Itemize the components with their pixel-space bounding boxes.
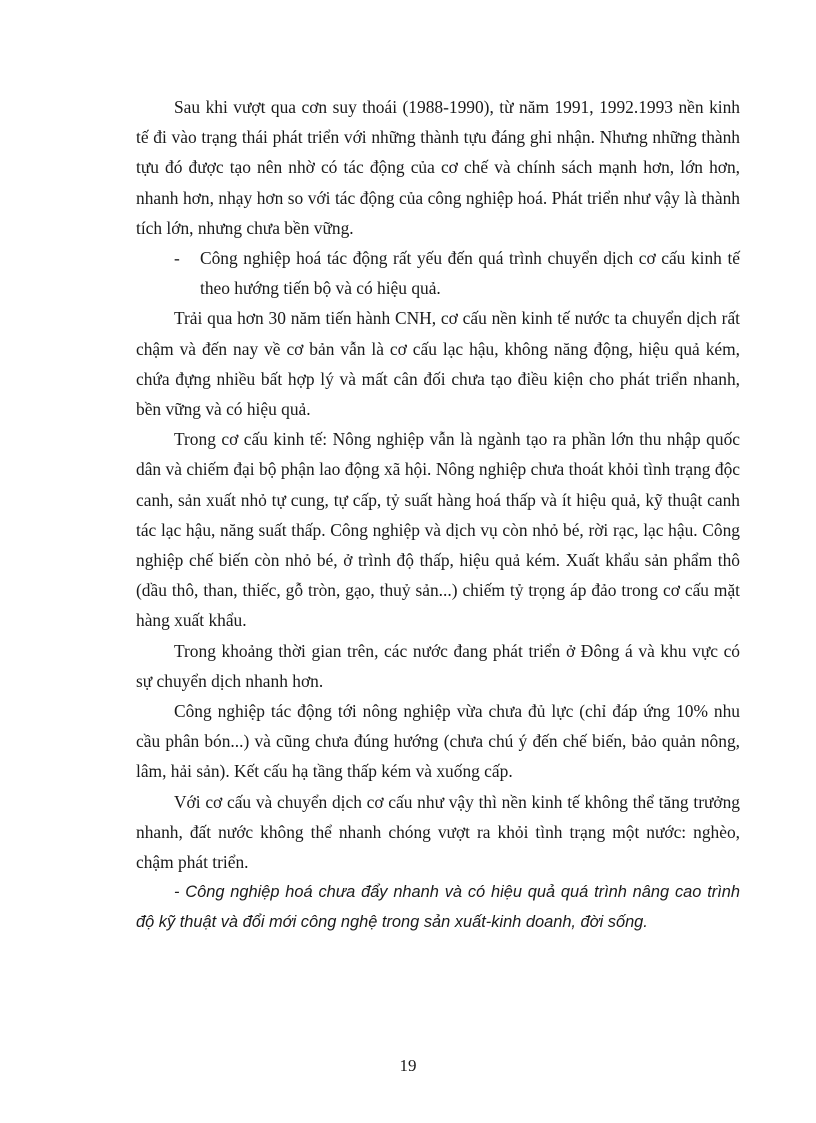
paragraph-east-asia: Trong khoảng thời gian trên, các nước đang phát triển ở Đông á và khu vực có sự chuyển dịch nhanh hơn. <box>136 640 740 691</box>
paragraph-conclusion: Với cơ cấu và chuyển dịch cơ cấu như vậy thì nền kinh tế không thể tăng trưởng nhanh, đất nước không thể nhanh chóng vượt ra khỏi tình trạng một nước: nghèo, chậm phát triển. <box>136 791 740 873</box>
italic-bullet-text: - Công nghiệp hoá chưa đẩy nhanh và có hiệu quả quá trình nâng cao trình độ kỹ thuật và đổi mới công nghệ trong sản xuất-kinh doanh, đời sống. <box>136 883 740 932</box>
document-body <box>136 92 740 938</box>
paragraph-recovery: Sau khi vượt qua cơn suy thoái (1988-1990), từ năm 1991, 1992.1993 nền kinh tế đi vào trạng thái phát triển với những thành tựu đáng ghi nhận. Nhưng những thành tựu đó được tạo nên nhờ có tác động của cơ chế và chính sách mạnh hơn, lớn hơn, nhanh hơn, nhạy hơn so với tác động của công nghiệp hoá. Phát triển như vậy là thành tích lớn, nhưng chưa bền vững. <box>136 97 740 238</box>
bullet-marker: - <box>174 248 180 269</box>
paragraph-industry-agriculture: Công nghiệp tác động tới nông nghiệp vừa chưa đủ lực (chỉ đáp ứng 10% nhu cầu phân bón...) và cũng chưa đúng hướng (chưa chú ý đến chế biến, bảo quản nông, lâm, hải sản). Kết cấu hạ tầng thấp kém và xuống cấp. <box>136 701 740 782</box>
bullet-item <box>174 243 740 303</box>
paragraph-structure: Trải qua hơn 30 năm tiến hành CNH, cơ cấu nền kinh tế nước ta chuyển dịch rất chậm và đến nay về cơ bản vẫn là cơ cấu lạc hậu, không năng động, hiệu quả kém, chứa đựng nhiều bất hợp lý và mất cân đối chưa tạo điều kiện cho phát triển nhanh, bền vững và có hiệu quả. <box>136 308 740 420</box>
bullet-text: Công nghiệp hoá tác động rất yếu đến quá trình chuyển dịch cơ cấu kinh tế theo hướng tiến bộ và có hiệu quả. <box>200 248 740 299</box>
page-number: 19 <box>399 1056 417 1075</box>
paragraph-economic-structure: Trong cơ cấu kinh tế: Nông nghiệp vẫn là ngành tạo ra phần lớn thu nhập quốc dân và chiếm đại bộ phận lao động xã hội. Nông nghiệp chưa thoát khỏi tình trạng độc canh, sản xuất nhỏ tự cung, tự cấp, tỷ suất hàng hoá thấp và ít hiệu quả, kỹ thuật canh tác lạc hậu, năng suất thấp. Công nghiệp và dịch vụ còn nhỏ bé, rời rạc, lạc hậu. Công nghiệp chế biến còn nhỏ bé, ở trình độ thấp, hiệu quả kém. Xuất khẩu sản phẩm thô (dầu thô, than, thiếc, gỗ tròn, gạo, thuỷ sản...) chiếm tỷ trọng áp đảo trong cơ cấu mặt hàng xuất khẩu. <box>136 429 740 631</box>
